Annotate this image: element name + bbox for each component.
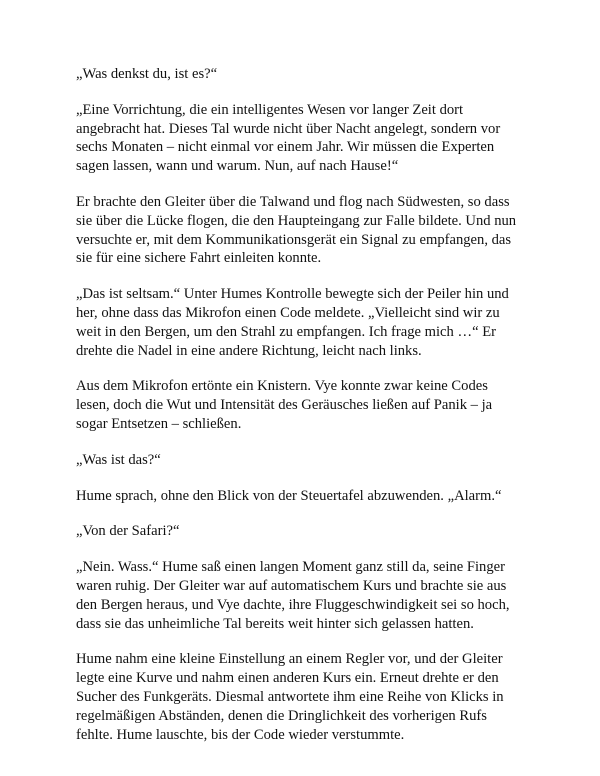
paragraph-10: Hume nahm eine kleine Einstellung an einem Regler vor, und der Gleiter legte eine Kurve und nahm einen anderen Kurs ein. Erneut drehte er den Sucher des Funkgeräts. Diesmal antwortete ihm eine Reihe von Klicks in regelmäßigen Abständen, denen die Dringlichkeit des vorherigen Rufs fehlte. Hume lauschte, bis der Code wieder verstummte. xyxy=(76,651,504,743)
paragraph-8: „Von der Safari?“ xyxy=(76,523,180,540)
paragraph-6: „Was ist das?“ xyxy=(76,451,161,468)
paragraph-1: „Was denkst du, ist es?“ xyxy=(76,66,218,82)
paragraph-3: Er brachte den Gleiter über die Talwand und flog nach Südwesten, so dass sie über die Lücke flogen, die den Haupteingang zur Falle bildete. Und nun versuchte er, mit dem Kommunikationsgerät ein Signal zu empfangen, das sie für eine sichere Fahrt einleiten konnte. xyxy=(76,193,517,267)
paragraph-9: „Nein. Wass.“ Hume saß einen langen Moment ganz still da, seine Finger waren ruhig. Der Gleiter war auf automatischem Kurs und brachte sie aus den Bergen heraus, und Vye dachte, ihre Fluggeschwindigkeit sei so hoch, dass sie das unheimliche Tal bereits weit hinter sich gelassen hatten. xyxy=(76,559,510,632)
paragraph-5: Aus dem Mikrofon ertönte ein Knistern. Vye konnte zwar keine Codes lesen, doch die Wut und Intensität des Geräusches ließen auf Panik – ja sogar Entsetzen – schließen. xyxy=(76,378,493,432)
paragraph-2: „Eine Vorrichtung, die ein intelligentes Wesen vor langer Zeit dort angebracht hat. Dieses Tal wurde nicht über Nacht angelegt, sondern vor sechs Monaten – nicht einmal vor einem Jahr. Wir müssen die Experten sagen lassen, wann und warum. Nun, auf nach Hause!“ xyxy=(76,101,501,175)
paragraph-4: „Das ist seltsam.“ Unter Humes Kontrolle bewegte sich der Peiler hin und her, ohne dass das Mikrofon einen Code meldete. „Vielleicht sind wir zu weit in den Bergen, um den Strahl zu empfangen. Ich frage mich …“ Er drehte die Nadel in eine andere Richtung, leicht nach links. xyxy=(76,286,509,359)
paragraph-7: Hume sprach, ohne den Blick von der Steuertafel abzuwenden. „Alarm.“ xyxy=(76,487,502,504)
